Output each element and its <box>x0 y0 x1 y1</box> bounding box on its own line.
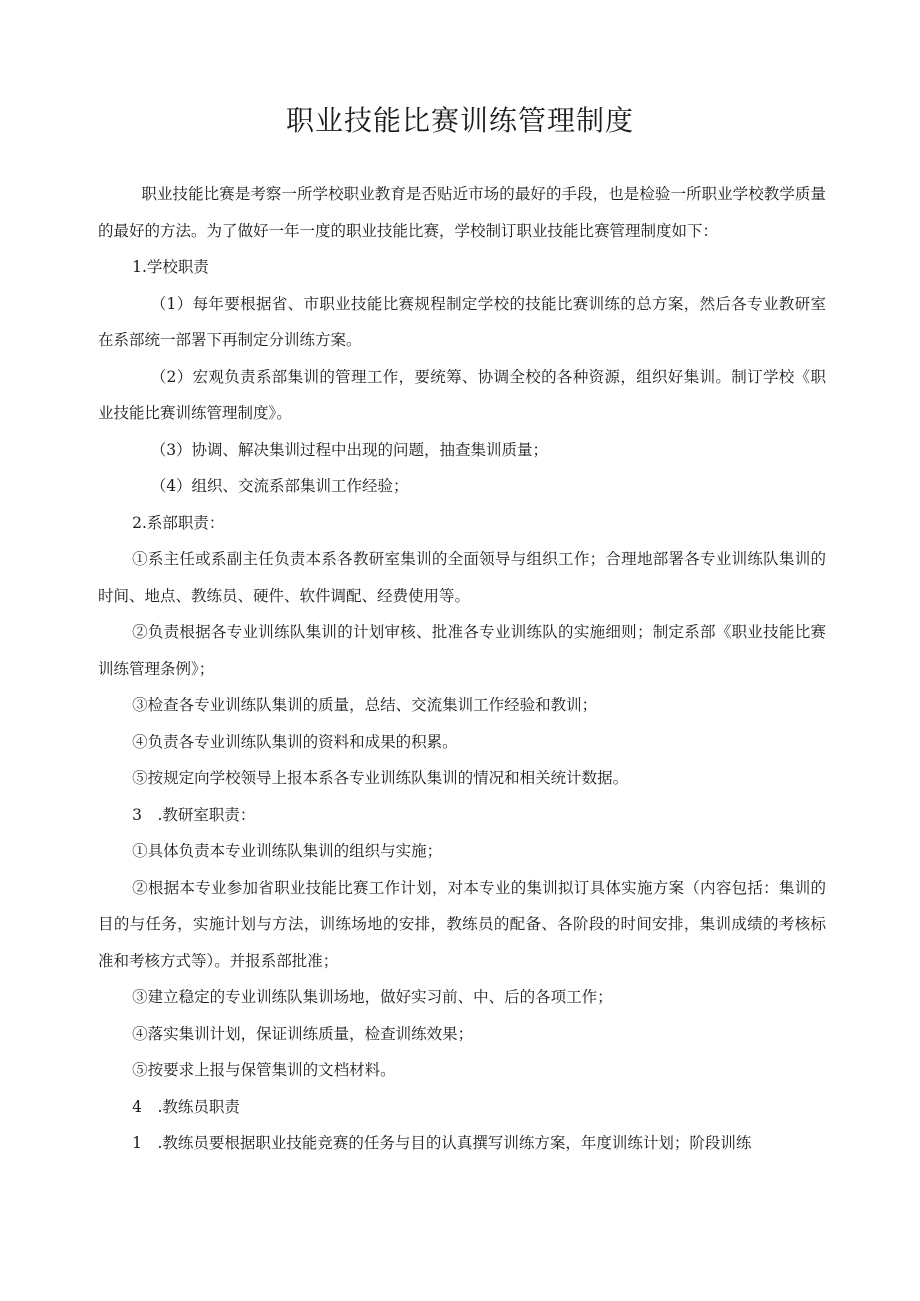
intro-paragraph: 职业技能比赛是考察一所学校职业教育是否贴近市场的最好的手段，也是检验一所职业学校教学质量的最好的方法。为了做好一年一度的职业技能比赛，学校制订职业技能比赛管理制度如下： <box>98 185 826 240</box>
school-duty-item: （2）宏观负责系部集训的管理工作，要统筹、协调全校的各种资源，组织好集训。制订学校《职业技能比赛训练管理制度》。 <box>98 367 826 422</box>
department-duty-item: ①系主任或系副主任负责本系各教研室集训的全面领导与组织工作；合理地部署各专业训练队集训的时间、地点、教练员、硬件、软件调配、经费使用等。 <box>98 550 826 605</box>
section-heading-school: 1.学校职责 <box>132 258 209 276</box>
section-heading-department: 2.系部职责： <box>132 513 225 532</box>
section-heading-teaching-office: 3 .教研室职责： <box>132 805 256 824</box>
department-duty-item: ③检查各专业训练队集训的质量，总结、交流集训工作经验和教训； <box>132 696 598 714</box>
section-heading-coach: 4 .教练员职责 <box>132 1097 240 1116</box>
school-duty-item: （1）每年要根据省、市职业技能比赛规程制定学校的技能比赛训练的总方案，然后各专业教研室在系部统一部署下再制定分训练方案。 <box>98 294 826 349</box>
teaching-office-duty-item: ⑤按要求上报与保管集训的文档材料。 <box>132 1061 396 1079</box>
teaching-office-duty-item: ②根据本专业参加省职业技能比赛工作计划，对本专业的集训拟订具体实施方案（内容包括：集训的目的与任务，实施计划与方法，训练场地的安排，教练员的配备、各阶段的时间安排，集训成绩的考核标准和考核方式等）。并报系部批准； <box>98 878 826 970</box>
document-body <box>98 176 826 1162</box>
document-title: 职业技能比赛训练管理制度 <box>285 104 634 137</box>
school-duty-item: （3）协调、解决集训过程中出现的问题，抽查集训质量； <box>150 440 549 459</box>
teaching-office-duty-item: ③建立稳定的专业训练队集训场地，做好实习前、中、后的各项工作； <box>132 988 613 1006</box>
teaching-office-duty-item: ①具体负责本专业训练队集训的组织与实施； <box>132 842 443 860</box>
teaching-office-duty-item: ④落实集训计划，保证训练质量，检查训练效果； <box>132 1024 474 1043</box>
department-duty-item: ②负责根据各专业训练队集训的计划审核、批准各专业训练队的实施细则；制定系部《职业技能比赛训练管理条例》； <box>98 623 826 678</box>
department-duty-item: ⑤按规定向学校领导上报本系各专业训练队集训的情况和相关统计数据。 <box>132 769 629 787</box>
department-duty-item: ④负责各专业训练队集训的资料和成果的积累。 <box>132 732 458 751</box>
school-duty-item: （4）组织、交流系部集训工作经验； <box>150 477 409 495</box>
coach-duty-item: 1 .教练员要根据职业技能竞赛的任务与目的认真撰写训练方案，年度训练计划；阶段训练 <box>132 1134 752 1152</box>
